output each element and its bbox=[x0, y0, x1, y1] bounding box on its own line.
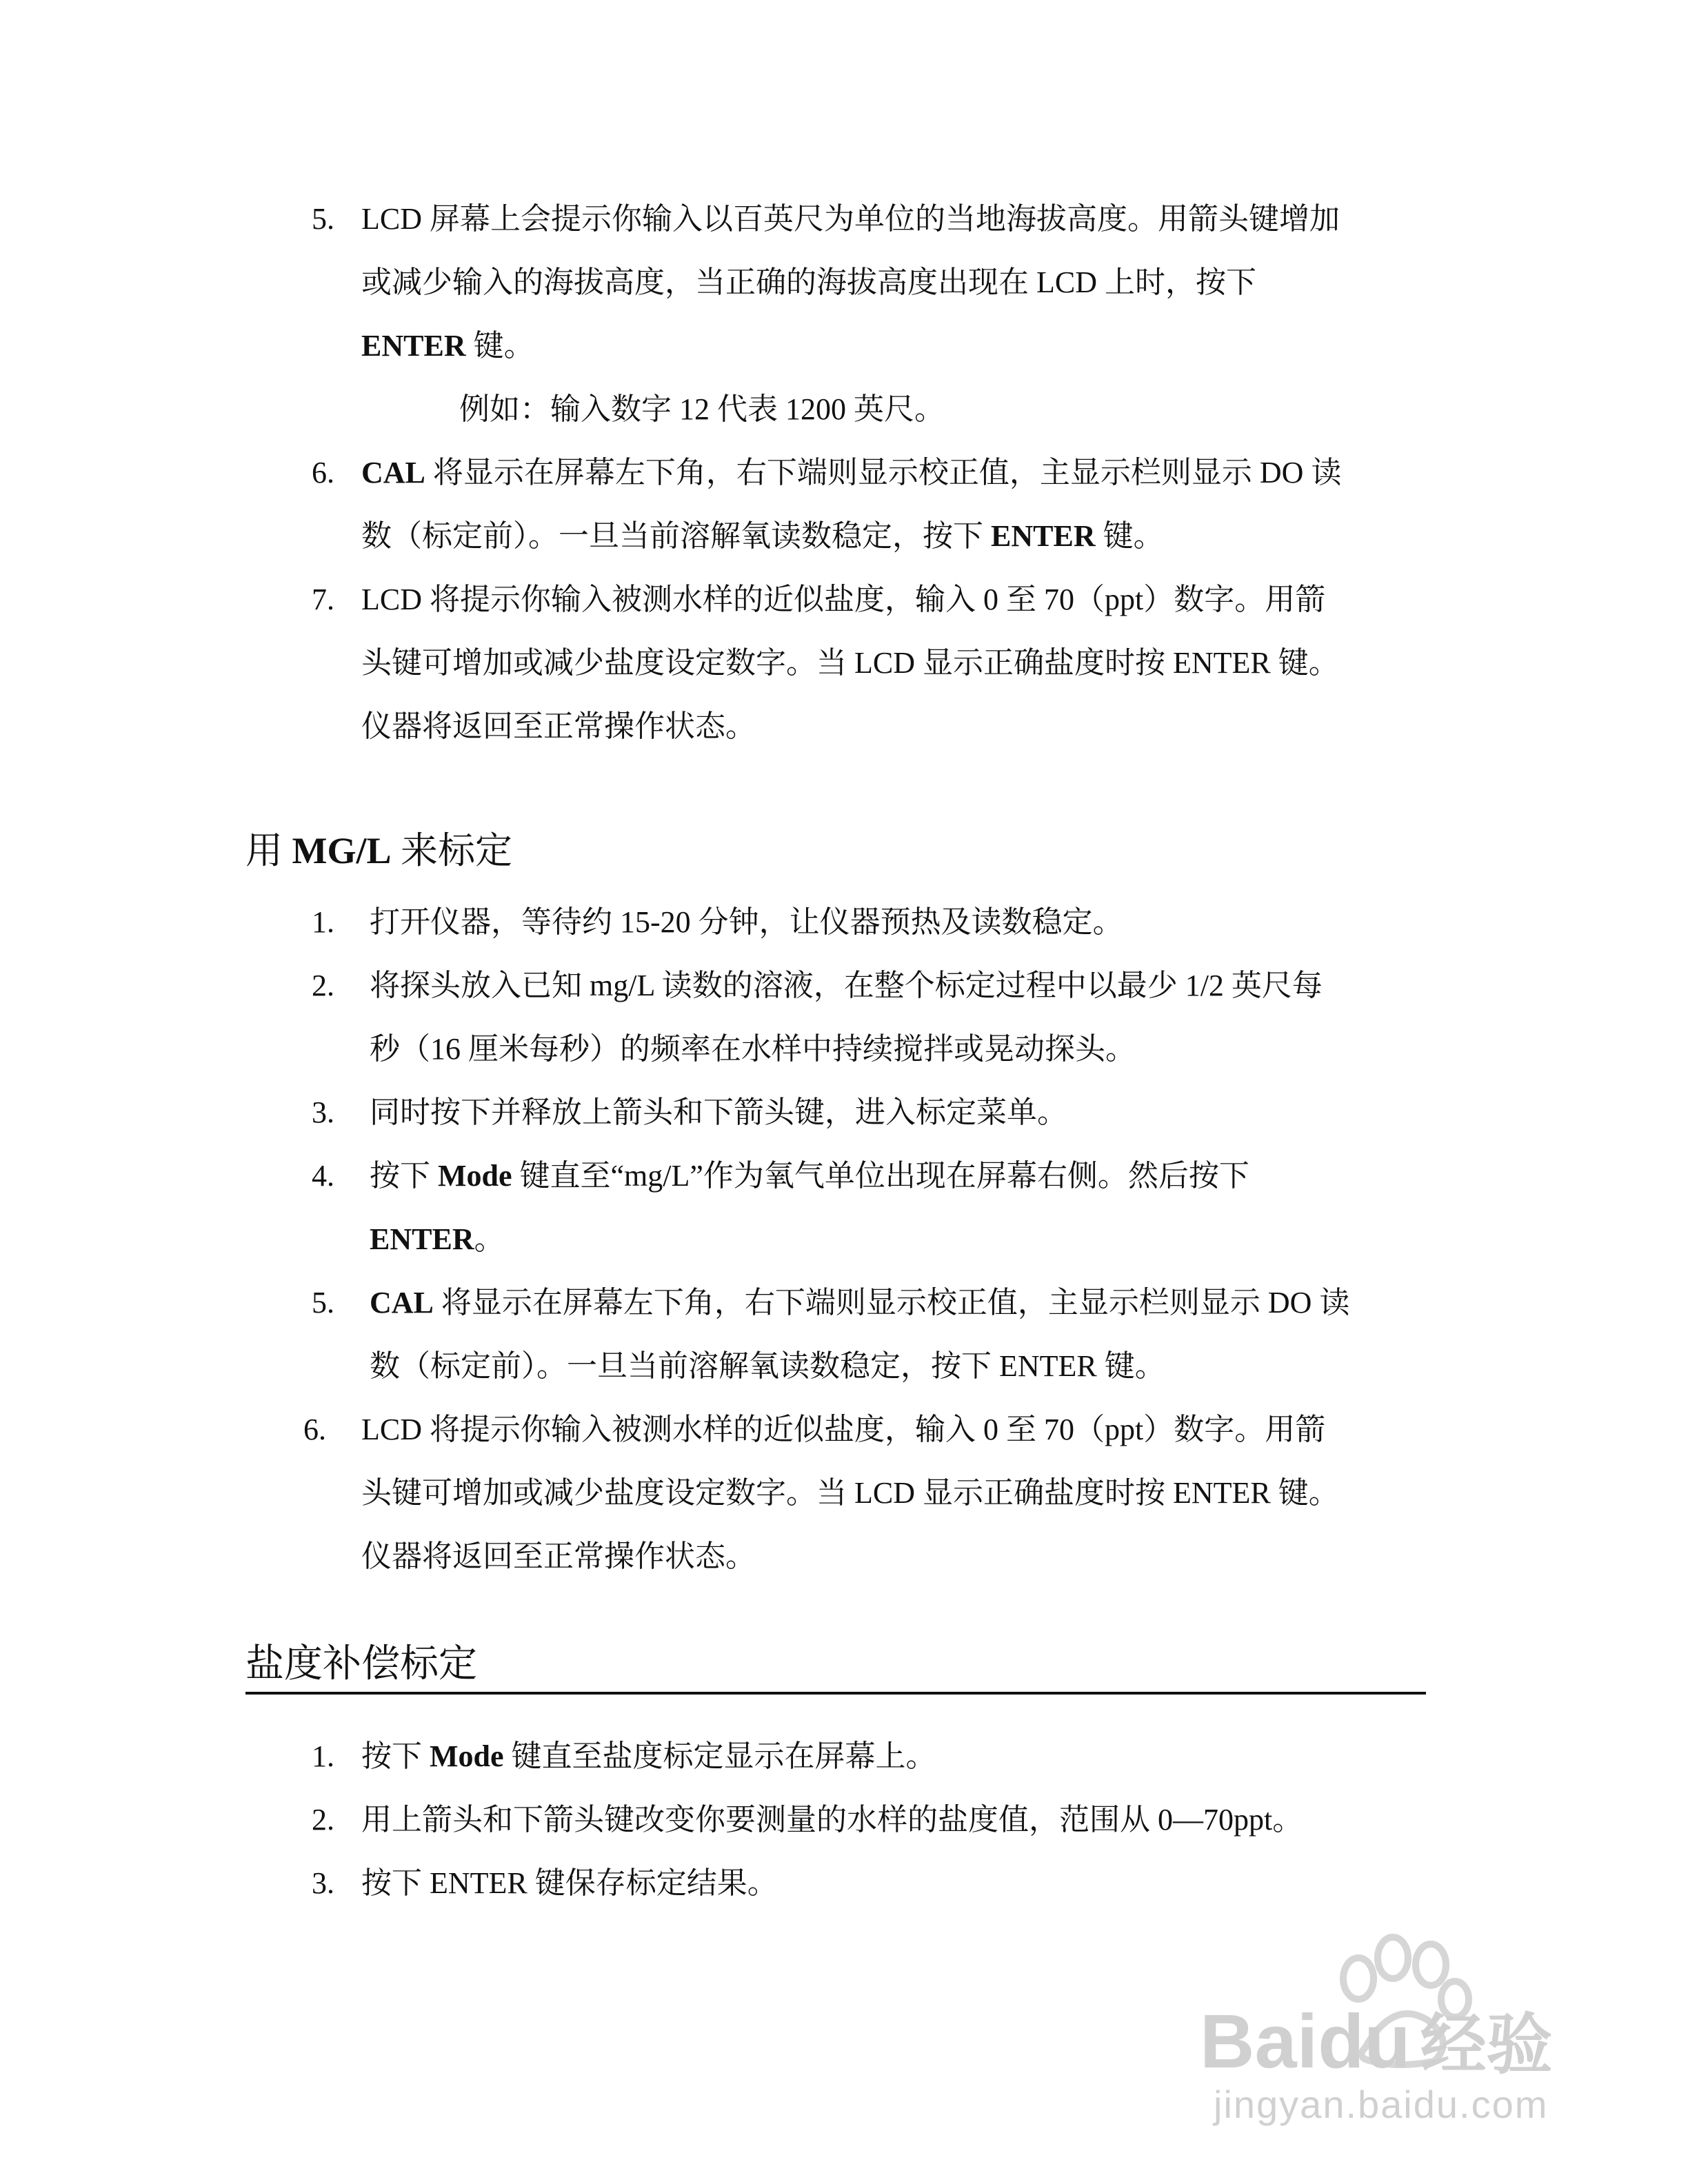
list-item-text: 按下 Mode 键直至“mg/L”作为氧气单位出现在屏幕右侧。然后按下 bbox=[370, 1159, 1249, 1193]
list-number: 3. bbox=[312, 1866, 334, 1900]
section-heading-mgl: 用 MG/L 来标定 bbox=[245, 830, 512, 871]
list-number: 2. bbox=[312, 1803, 334, 1837]
list-item-text: 头键可增加或减少盐度设定数字。当 LCD 显示正确盐度时按 ENTER 键。 bbox=[361, 1476, 1339, 1510]
list-item-text: LCD 将提示你输入被测水样的近似盐度，输入 0 至 70（ppt）数字。用箭 bbox=[361, 583, 1326, 616]
key-name: ENTER bbox=[370, 1222, 474, 1256]
list-number: 5. bbox=[312, 1286, 334, 1320]
section-heading-salinity: 盐度补偿标定 bbox=[245, 1641, 477, 1686]
list-item-text: ENTER 键。 bbox=[361, 329, 534, 363]
key-name: CAL bbox=[370, 1286, 434, 1320]
key-name: ENTER bbox=[361, 329, 466, 363]
list-number: 6. bbox=[312, 456, 334, 489]
example-note: 例如：输入数字 12 代表 1200 英尺。 bbox=[459, 392, 945, 426]
key-name: Mode bbox=[430, 1739, 504, 1773]
list-number: 1. bbox=[312, 905, 334, 939]
watermark-url: jingyan.baidu.com bbox=[1214, 2083, 1549, 2126]
list-item-text: 仪器将返回至正常操作状态。 bbox=[361, 709, 756, 743]
baidu-watermark bbox=[1200, 1930, 1627, 2137]
list-item-text: CAL 将显示在屏幕左下角，右下端则显示校正值，主显示栏则显示 DO 读 bbox=[370, 1286, 1350, 1320]
list-item-text: ENTER。 bbox=[370, 1222, 505, 1256]
watermark-brand: Baidu 经验 bbox=[1200, 1999, 1553, 2084]
list-number: 2. bbox=[312, 969, 334, 1002]
list-item-text: 数（标定前）。一旦当前溶解氧读数稳定，按下 ENTER 键。 bbox=[370, 1349, 1165, 1383]
list-item-text: 秒（16 厘米每秒）的频率在水样中持续搅拌或晃动探头。 bbox=[370, 1032, 1136, 1066]
list-item-text: LCD 将提示你输入被测水样的近似盐度，输入 0 至 70（ppt）数字。用箭 bbox=[361, 1413, 1326, 1446]
list-number: 1. bbox=[312, 1739, 334, 1773]
list-item-text: 数（标定前）。一旦当前溶解氧读数稳定，按下 ENTER 键。 bbox=[361, 519, 1164, 553]
list-item-text: 仪器将返回至正常操作状态。 bbox=[361, 1539, 756, 1573]
list-item-text: CAL 将显示在屏幕左下角，右下端则显示校正值，主显示栏则显示 DO 读 bbox=[361, 456, 1342, 489]
list-item-text: 同时按下并释放上箭头和下箭头键，进入标定菜单。 bbox=[370, 1095, 1067, 1129]
list-number: 7. bbox=[312, 583, 334, 616]
list-item-text: 或减少输入的海拔高度，当正确的海拔高度出现在 LCD 上时，按下 bbox=[361, 265, 1256, 299]
key-name: Mode bbox=[438, 1159, 512, 1193]
list-number: 5. bbox=[312, 202, 334, 236]
list-number: 3. bbox=[312, 1095, 334, 1129]
list-number: 6. bbox=[303, 1413, 326, 1446]
list-number: 4. bbox=[312, 1159, 334, 1193]
list-item-text: 用上箭头和下箭头键改变你要测量的水样的盐度值，范围从 0—70ppt。 bbox=[361, 1803, 1303, 1837]
heading-underline bbox=[245, 1692, 1426, 1695]
key-name: CAL bbox=[361, 456, 425, 489]
list-item-text: 打开仪器，等待约 15-20 分钟，让仪器预热及读数稳定。 bbox=[370, 905, 1123, 939]
list-item-text: LCD 屏幕上会提示你输入以百英尺为单位的当地海拔高度。用箭头键增加 bbox=[361, 202, 1340, 236]
key-name: ENTER bbox=[991, 519, 1096, 553]
list-item-text: 按下 ENTER 键保存标定结果。 bbox=[361, 1866, 778, 1900]
list-item-text: 将探头放入已知 mg/L 读数的溶液，在整个标定过程中以最少 1/2 英尺每 bbox=[370, 969, 1323, 1002]
list-item-text: 按下 Mode 键直至盐度标定显示在屏幕上。 bbox=[361, 1739, 936, 1773]
list-item-text: 头键可增加或减少盐度设定数字。当 LCD 显示正确盐度时按 ENTER 键。 bbox=[361, 646, 1339, 680]
